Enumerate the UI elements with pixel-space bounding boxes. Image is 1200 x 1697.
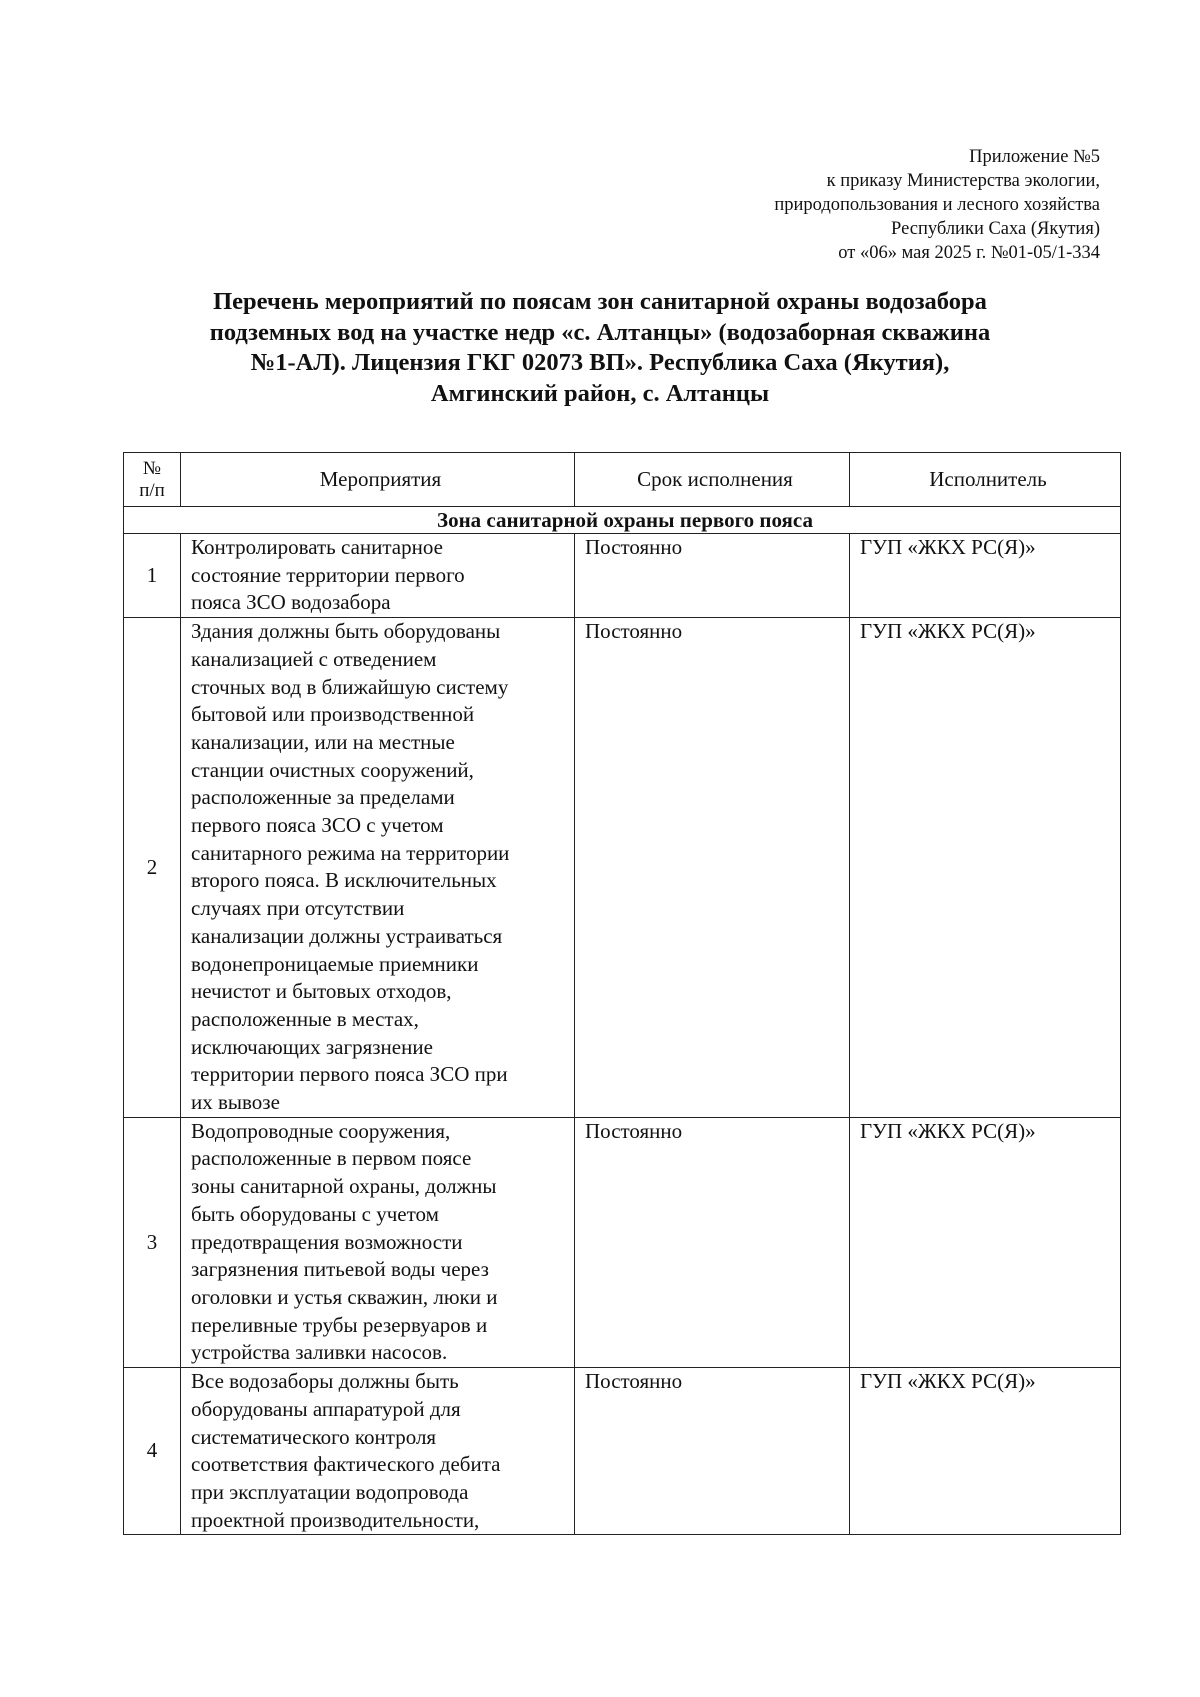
activity-line: переливные трубы резервуаров и bbox=[191, 1312, 488, 1337]
title-line: Амгинский район, с. Алтанцы bbox=[430, 379, 770, 407]
table-row bbox=[124, 534, 1121, 618]
title-line: подземных вод на участке недр «с. Алтанцы» (водозаборная скважина bbox=[209, 318, 991, 346]
activity-line: их вывозе bbox=[191, 1090, 280, 1115]
header-num-line1: № bbox=[142, 457, 162, 479]
activity-line: водонепроницаемые приемники bbox=[191, 951, 479, 976]
activity-line: при эксплуатации водопровода bbox=[191, 1479, 469, 1504]
activity-line: случаях при отсутствии bbox=[191, 896, 405, 921]
appendix-line: Республики Саха (Якутия) bbox=[891, 219, 1100, 239]
header-deadline: Срок исполнения bbox=[575, 453, 850, 507]
section-row bbox=[124, 507, 1121, 534]
table-row bbox=[124, 1117, 1121, 1367]
table-row bbox=[124, 618, 1121, 1118]
activity-line: сточных вод в ближайшую систему bbox=[191, 674, 509, 699]
activity-line: соответствия фактического дебита bbox=[191, 1452, 501, 1477]
activity-line: расположенные в первом поясе bbox=[191, 1146, 472, 1171]
row-number: 2 bbox=[124, 618, 181, 1118]
activity-line: расположенные в местах, bbox=[191, 1006, 419, 1031]
appendix-line: природопользования и лесного хозяйства bbox=[774, 195, 1100, 215]
header-activity: Мероприятия bbox=[181, 453, 575, 507]
appendix-line: от «06» мая 2025 г. №01-05/1-334 bbox=[838, 243, 1100, 263]
row-executor: ГУП «ЖКХ РС(Я)» bbox=[850, 1117, 1121, 1367]
row-activity bbox=[181, 1368, 575, 1535]
activity-line: предотвращения возможности bbox=[191, 1229, 463, 1254]
activity-line: первого пояса ЗСО с учетом bbox=[191, 813, 444, 838]
table-header-row bbox=[124, 453, 1121, 507]
row-activity bbox=[181, 618, 575, 1118]
activity-line: быть оборудованы с учетом bbox=[191, 1201, 439, 1226]
activity-line: второго пояса. В исключительных bbox=[191, 868, 497, 893]
activity-line: устройства заливки насосов. bbox=[191, 1340, 448, 1365]
appendix-line: Приложение №5 bbox=[969, 147, 1100, 167]
activity-line: оборудованы аппаратурой для bbox=[191, 1396, 461, 1421]
row-deadline: Постоянно bbox=[575, 1117, 850, 1367]
activity-line: проектной производительности, bbox=[191, 1507, 480, 1532]
activity-line: канализации, или на местные bbox=[191, 729, 455, 754]
document-title bbox=[100, 287, 1100, 409]
row-number: 4 bbox=[124, 1368, 181, 1535]
activity-line: Контролировать санитарное bbox=[191, 535, 443, 559]
section-title: Зона санитарной охраны первого пояса bbox=[124, 507, 1121, 534]
activity-line: пояса ЗСО водозабора bbox=[191, 590, 391, 615]
row-number: 1 bbox=[124, 534, 181, 618]
row-executor: ГУП «ЖКХ РС(Я)» bbox=[850, 1368, 1121, 1535]
header-executor: Исполнитель bbox=[850, 453, 1121, 507]
activity-line: канализации должны устраиваться bbox=[191, 923, 503, 948]
row-number: 3 bbox=[124, 1117, 181, 1367]
activity-line: расположенные за пределами bbox=[191, 785, 455, 810]
row-executor: ГУП «ЖКХ РС(Я)» bbox=[850, 534, 1121, 618]
activity-line: станции очистных сооружений, bbox=[191, 757, 474, 782]
appendix-header bbox=[600, 145, 1100, 265]
activity-line: нечистот и бытовых отходов, bbox=[191, 979, 452, 1004]
activity-line: территории первого пояса ЗСО при bbox=[191, 1062, 508, 1087]
row-deadline: Постоянно bbox=[575, 1368, 850, 1535]
row-executor: ГУП «ЖКХ РС(Я)» bbox=[850, 618, 1121, 1118]
activity-line: бытовой или производственной bbox=[191, 702, 475, 727]
activity-line: Водопроводные сооружения, bbox=[191, 1118, 451, 1143]
activity-line: Здания должны быть оборудованы bbox=[191, 619, 501, 644]
row-deadline: Постоянно bbox=[575, 618, 850, 1118]
header-num-line2: п/п bbox=[139, 479, 165, 501]
table-row bbox=[124, 1368, 1121, 1535]
activity-line: систематического контроля bbox=[191, 1424, 437, 1449]
activities-table bbox=[123, 452, 1121, 1535]
appendix-line: к приказу Министерства экологии, bbox=[826, 171, 1100, 191]
activity-line: Все водозаборы должны быть bbox=[191, 1369, 459, 1394]
header-num bbox=[124, 453, 181, 507]
title-line: №1-АЛ). Лицензия ГКГ 02073 ВП». Республика Саха (Якутия), bbox=[250, 349, 950, 376]
row-activity bbox=[181, 1117, 575, 1367]
title-line: Перечень мероприятий по поясам зон санитарной охраны водозабора bbox=[213, 288, 987, 315]
activity-line: оголовки и устья скважин, люки и bbox=[191, 1284, 498, 1309]
activity-line: исключающих загрязнение bbox=[191, 1034, 433, 1059]
activity-line: санитарного режима на территории bbox=[191, 840, 510, 865]
activity-line: состояние территории первого bbox=[191, 562, 465, 587]
row-activity bbox=[181, 534, 575, 618]
activity-line: загрязнения питьевой воды через bbox=[191, 1257, 489, 1282]
activity-line: зоны санитарной охраны, должны bbox=[191, 1174, 497, 1199]
row-deadline: Постоянно bbox=[575, 534, 850, 618]
activity-line: канализацией с отведением bbox=[191, 646, 437, 671]
